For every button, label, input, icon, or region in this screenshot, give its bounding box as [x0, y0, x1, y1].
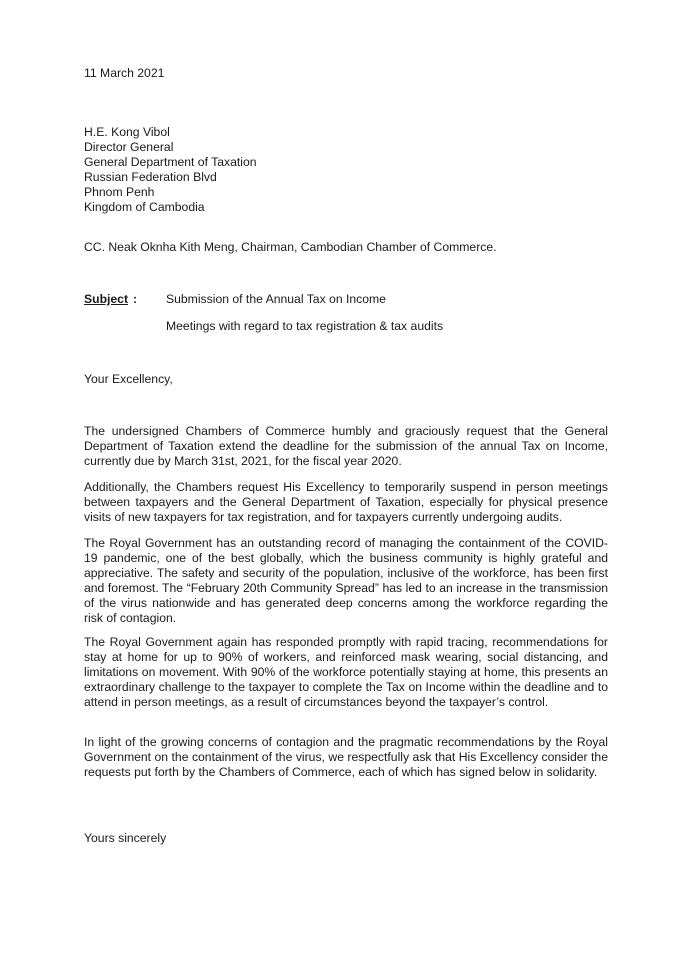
- subject-colon: :: [133, 292, 138, 306]
- letter-date: 11 March 2021: [84, 66, 165, 80]
- body-paragraph-4: The Royal Government again has responded promptly with rapid tracing, recommendations for stay at home for up to 90% of workers, and reinforced mask wearing, social distancing, and limitations on movement. With 90% of the workforce potentially staying at home, this presents an extraordinary challenge to the taxpayer to complete the Tax on Income within the deadline and to attend in person meetings, as a result of circumstances beyond the taxpayer’s control.: [84, 635, 608, 709]
- closing: Yours sincerely: [84, 831, 167, 845]
- subject-line-2: Meetings with regard to tax registration & tax audits: [166, 319, 444, 333]
- body-paragraph-3: The Royal Government has an outstanding record of managing the containment of the COVID-19 pandemic, one of the best globally, which the business community is highly grateful and appreciative. The safety and security of the population, inclusive of the workforce, has been first and foremost. The “February 20th Community Spread” has led to an increase in the transmission of the virus nationwide and has generated deep concerns among the workforce regarding the risk of contagion.: [84, 536, 608, 625]
- subject-label: [84, 292, 128, 307]
- recipient-address-block: [84, 125, 257, 215]
- subject-line-1: Submission of the Annual Tax on Income: [166, 292, 386, 306]
- recipient-city: Phnom Penh: [84, 185, 155, 199]
- body-paragraph-1: The undersigned Chambers of Commerce humbly and graciously request that the General Department of Taxation extend the deadline for the submission of the annual Tax on Income, currently due by March 31st, 2021, for the fiscal year 2020.: [84, 424, 608, 468]
- cc-line: CC. Neak Oknha Kith Meng, Chairman, Cambodian Chamber of Commerce.: [84, 240, 497, 254]
- recipient-street: Russian Federation Blvd: [84, 170, 217, 184]
- recipient-title: Director General: [84, 140, 174, 154]
- salutation: Your Excellency,: [84, 372, 173, 386]
- recipient-department: General Department of Taxation: [84, 155, 257, 169]
- body-paragraph-5: In light of the growing concerns of contagion and the pragmatic recommendations by the Royal Government on the containment of the virus, we respectfully ask that His Excellency consider the requests put forth by the Chambers of Commerce, each of which has signed below in solidarity.: [84, 735, 608, 779]
- body-paragraph-2: Additionally, the Chambers request His Excellency to temporarily suspend in person meetings between taxpayers and the General Department of Taxation, especially for physical presence visits of new taxpayers for tax registration, and for taxpayers currently undergoing audits.: [84, 480, 608, 524]
- recipient-name: H.E. Kong Vibol: [84, 125, 170, 139]
- recipient-country: Kingdom of Cambodia: [84, 200, 205, 214]
- subject-label-text: Subject: [84, 292, 129, 306]
